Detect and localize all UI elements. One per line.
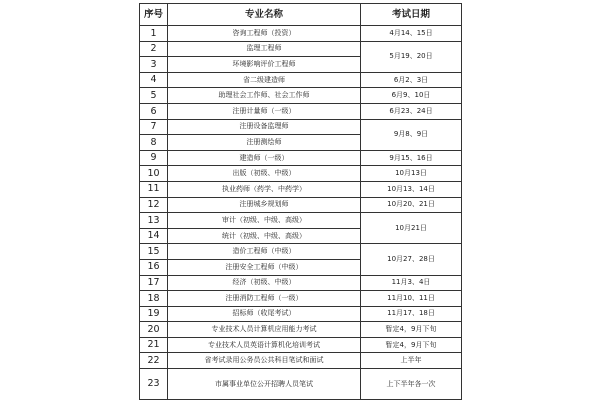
table-row bbox=[140, 119, 462, 135]
seq-cell: 14 bbox=[140, 228, 168, 244]
date-cell: 11月10、11日 bbox=[361, 291, 462, 307]
table-row bbox=[140, 166, 462, 182]
seq-cell: 2 bbox=[140, 41, 168, 57]
table-header-row bbox=[140, 4, 462, 26]
seq-cell: 8 bbox=[140, 135, 168, 151]
table-row bbox=[140, 337, 462, 353]
seq-cell: 12 bbox=[140, 197, 168, 213]
table-row bbox=[140, 26, 462, 42]
name-cell: 监理工程师 bbox=[168, 41, 361, 57]
date-cell: 6月2、3日 bbox=[361, 72, 462, 88]
name-cell: 注册测绘师 bbox=[168, 135, 361, 151]
seq-cell: 3 bbox=[140, 57, 168, 73]
date-cell: 6月9、10日 bbox=[361, 88, 462, 104]
date-cell: 11月17、18日 bbox=[361, 306, 462, 322]
date-cell: 4月14、15日 bbox=[361, 26, 462, 42]
name-cell: 市属事业单位公开招聘人员笔试 bbox=[168, 369, 361, 400]
table-row bbox=[140, 306, 462, 322]
date-cell: 暂定4，9月下旬 bbox=[361, 337, 462, 353]
name-cell: 执业药师（药学、中药学） bbox=[168, 181, 361, 197]
header-seq: 序号 bbox=[140, 4, 168, 26]
table-row bbox=[140, 150, 462, 166]
date-cell: 9月8、9日 bbox=[361, 119, 462, 150]
seq-cell: 6 bbox=[140, 103, 168, 119]
name-cell: 专业技术人员英语计算机化培训考试 bbox=[168, 337, 361, 353]
header-name: 专业名称 bbox=[168, 4, 361, 26]
header-date: 考试日期 bbox=[361, 4, 462, 26]
seq-cell: 9 bbox=[140, 150, 168, 166]
seq-cell: 18 bbox=[140, 291, 168, 307]
name-cell: 统计（初级、中级、高级） bbox=[168, 228, 361, 244]
seq-cell: 1 bbox=[140, 26, 168, 42]
name-cell: 注册安全工程师（中级） bbox=[168, 259, 361, 275]
date-cell: 10月13、14日 bbox=[361, 181, 462, 197]
table-row bbox=[140, 213, 462, 229]
seq-cell: 21 bbox=[140, 337, 168, 353]
name-cell: 专业技术人员计算机应用能力考试 bbox=[168, 322, 361, 338]
date-cell: 5月19、20日 bbox=[361, 41, 462, 72]
seq-cell: 10 bbox=[140, 166, 168, 182]
table-row bbox=[140, 291, 462, 307]
name-cell: 注册设备监理师 bbox=[168, 119, 361, 135]
name-cell: 出版（初级、中级） bbox=[168, 166, 361, 182]
table-row bbox=[140, 181, 462, 197]
seq-cell: 19 bbox=[140, 306, 168, 322]
date-cell: 10月27、28日 bbox=[361, 244, 462, 275]
table-row bbox=[140, 369, 462, 400]
name-cell: 造价工程师（中级） bbox=[168, 244, 361, 260]
exam-schedule-sheet bbox=[139, 3, 461, 397]
date-cell: 暂定4，9月下旬 bbox=[361, 322, 462, 338]
name-cell: 建造师（一级） bbox=[168, 150, 361, 166]
name-cell: 助理社会工作师、社会工作师 bbox=[168, 88, 361, 104]
seq-cell: 17 bbox=[140, 275, 168, 291]
table-row bbox=[140, 103, 462, 119]
name-cell: 招标师（收尾考试） bbox=[168, 306, 361, 322]
date-cell: 10月20、21日 bbox=[361, 197, 462, 213]
date-cell: 10月13日 bbox=[361, 166, 462, 182]
date-cell: 6月23、24日 bbox=[361, 103, 462, 119]
name-cell: 咨询工程师（投资） bbox=[168, 26, 361, 42]
date-cell: 上半年 bbox=[361, 353, 462, 369]
seq-cell: 5 bbox=[140, 88, 168, 104]
seq-cell: 13 bbox=[140, 213, 168, 229]
seq-cell: 23 bbox=[140, 369, 168, 400]
table-row bbox=[140, 197, 462, 213]
name-cell: 经济（初级、中级） bbox=[168, 275, 361, 291]
seq-cell: 4 bbox=[140, 72, 168, 88]
name-cell: 省二级建造师 bbox=[168, 72, 361, 88]
name-cell: 注册计量师（一级） bbox=[168, 103, 361, 119]
table-row bbox=[140, 244, 462, 260]
exam-schedule-table bbox=[139, 3, 462, 400]
seq-cell: 7 bbox=[140, 119, 168, 135]
seq-cell: 11 bbox=[140, 181, 168, 197]
seq-cell: 15 bbox=[140, 244, 168, 260]
date-cell: 10月21日 bbox=[361, 213, 462, 244]
date-cell: 9月15、16日 bbox=[361, 150, 462, 166]
table-row bbox=[140, 353, 462, 369]
date-cell: 11月3、4日 bbox=[361, 275, 462, 291]
name-cell: 省考试录用公务员公共科目笔试和面试 bbox=[168, 353, 361, 369]
seq-cell: 22 bbox=[140, 353, 168, 369]
seq-cell: 20 bbox=[140, 322, 168, 338]
date-cell: 上下半年各一次 bbox=[361, 369, 462, 400]
name-cell: 注册消防工程师（一级） bbox=[168, 291, 361, 307]
name-cell: 注册城乡规划师 bbox=[168, 197, 361, 213]
table-row bbox=[140, 322, 462, 338]
name-cell: 环境影响评价工程师 bbox=[168, 57, 361, 73]
table-row bbox=[140, 88, 462, 104]
table-row bbox=[140, 72, 462, 88]
table-row bbox=[140, 275, 462, 291]
seq-cell: 16 bbox=[140, 259, 168, 275]
table-row bbox=[140, 41, 462, 57]
name-cell: 审计（初级、中级、高级） bbox=[168, 213, 361, 229]
